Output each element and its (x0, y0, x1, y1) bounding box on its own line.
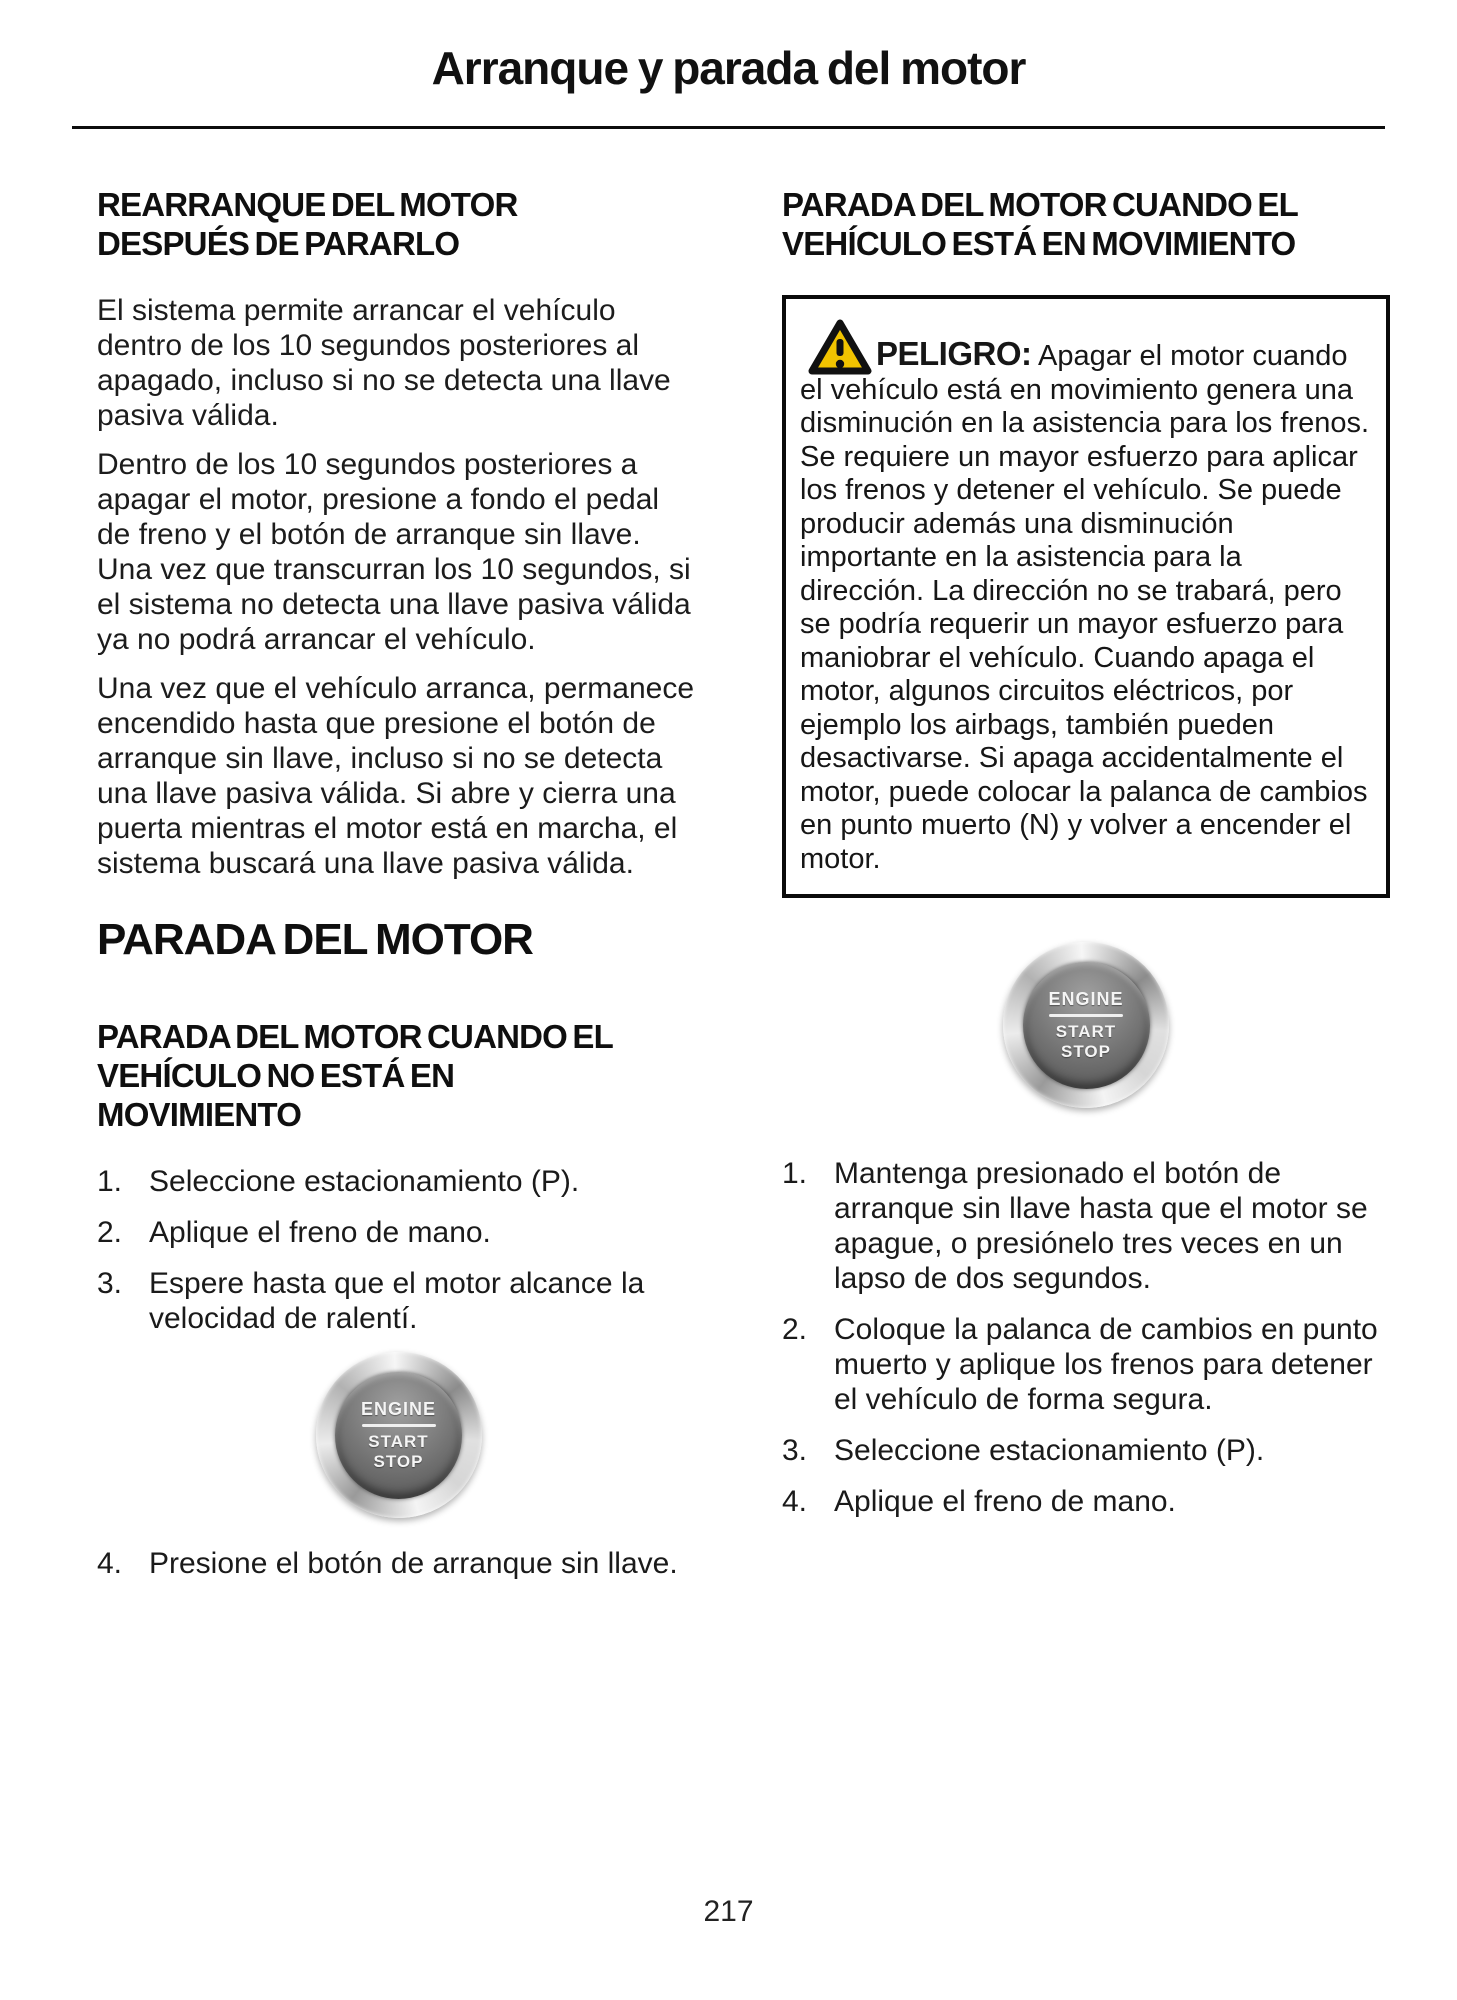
list-text: Mantenga presionado el botón de arranque sin llave hasta que el motor se apague, o presiónelo tres veces en un lapso de dos segundos. (834, 1157, 1368, 1295)
stop-not-moving-heading: PARADA DEL MOTOR CUANDO EL VEHÍCULO NO ESTÁ EN MOVIMIENTO (97, 1018, 613, 1133)
engine-button-figure (97, 1352, 700, 1518)
left-column (97, 185, 700, 1597)
list-text: Aplique el freno de mano. (149, 1216, 491, 1249)
warning-label: PELIGRO: (876, 335, 1032, 372)
list-item (97, 1266, 700, 1336)
danger-warning-box (782, 295, 1390, 898)
engine-button-label: START (368, 1431, 429, 1451)
paragraph: Una vez que el vehículo arranca, permanece encendido hasta que presione el botón de arranque sin llave, incluso si no se detecta una llave pasiva válida. Si abre y cierra una puerta mientras el motor está en marcha, el sistema buscará una llave pasiva válida. (97, 672, 695, 880)
warning-text (800, 337, 1372, 876)
list-number: 4. (782, 1485, 808, 1518)
stop-moving-heading: PARADA DEL MOTOR CUANDO EL VEHÍCULO ESTÁ EN MOVIMIENTO (782, 186, 1298, 262)
list-text: Seleccione estacionamiento (P). (149, 1165, 580, 1198)
page-number: 217 (703, 1895, 754, 1928)
paragraph: Dentro de los 10 segundos posteriores a apagar el motor, presione a fondo el pedal de freno y el botón de arranque sin llave. Una vez que transcurran los 10 segundos, si el sistema no detecta una llave pasiva válida ya no podrá arrancar el vehículo. (97, 448, 691, 656)
list-number: 2. (97, 1216, 123, 1249)
engine-button-label: STOP (373, 1451, 424, 1471)
list-item (782, 1484, 1390, 1519)
title-rule (72, 126, 1385, 129)
list-item (97, 1546, 700, 1581)
list-number: 3. (782, 1434, 808, 1467)
engine-start-stop-button (316, 1352, 482, 1518)
list-item (782, 1156, 1390, 1296)
engine-button-figure (782, 942, 1390, 1108)
warning-body: Apagar el motor cuando el vehículo está en movimiento genera una disminución en la asistencia para los frenos. Se requiere un mayor esfuerzo para aplicar los frenos y detener el vehículo. Se puede producir además una disminución importante en la asistencia para la dirección. La dirección no se trabará, pero se podría requerir un mayor esfuerzo para maniobrar el vehículo. Cuando apaga el motor, algunos circuitos eléctricos, por ejemplo los airbags, también pueden desactivarse. Si apaga accidentalmente el motor, puede colocar la palanca de cambios en punto muerto (N) y volver a encender el motor. (800, 340, 1370, 875)
restart-engine-heading: REARRANQUE DEL MOTOR DESPUÉS DE PARARLO (97, 186, 518, 262)
list-text: Espere hasta que el motor alcance la velocidad de ralentí. (149, 1267, 645, 1335)
list-item (782, 1433, 1390, 1468)
list-number: 1. (782, 1157, 808, 1190)
list-number: 4. (97, 1547, 123, 1580)
list-text: Seleccione estacionamiento (P). (834, 1434, 1265, 1467)
list-text: Presione el botón de arranque sin llave. (149, 1547, 678, 1580)
engine-button-label: STOP (1061, 1041, 1111, 1061)
list-item (97, 1215, 700, 1250)
stop-moving-steps (782, 1156, 1390, 1519)
engine-button-face (335, 1372, 462, 1499)
list-number: 1. (97, 1165, 123, 1198)
page-title: Arranque y parada del motor (431, 42, 1026, 94)
warning-triangle-icon (808, 319, 872, 377)
engine-stop-heading: PARADA DEL MOTOR (97, 915, 533, 964)
paragraph: El sistema permite arrancar el vehículo dentro de los 10 segundos posteriores al apagado, incluso si no se detecta una llave pasiva válida. (97, 294, 671, 432)
list-text: Aplique el freno de mano. (834, 1485, 1176, 1518)
engine-start-stop-button (1003, 942, 1169, 1108)
two-column-layout (72, 185, 1385, 1597)
list-item (782, 1312, 1390, 1417)
engine-button-face (1023, 962, 1150, 1089)
engine-button-divider (362, 1424, 436, 1427)
engine-button-label: ENGINE (360, 1398, 436, 1419)
engine-button-divider (1049, 1014, 1123, 1017)
list-number: 3. (97, 1267, 123, 1300)
right-column (782, 185, 1390, 1597)
list-text: Coloque la palanca de cambios en punto muerto y aplique los frenos para detener el vehículo de forma segura. (834, 1313, 1378, 1416)
engine-button-label: ENGINE (1048, 988, 1124, 1009)
list-item (97, 1164, 700, 1199)
list-number: 2. (782, 1313, 808, 1346)
stop-not-moving-steps (97, 1164, 700, 1336)
engine-button-label: START (1055, 1021, 1117, 1041)
